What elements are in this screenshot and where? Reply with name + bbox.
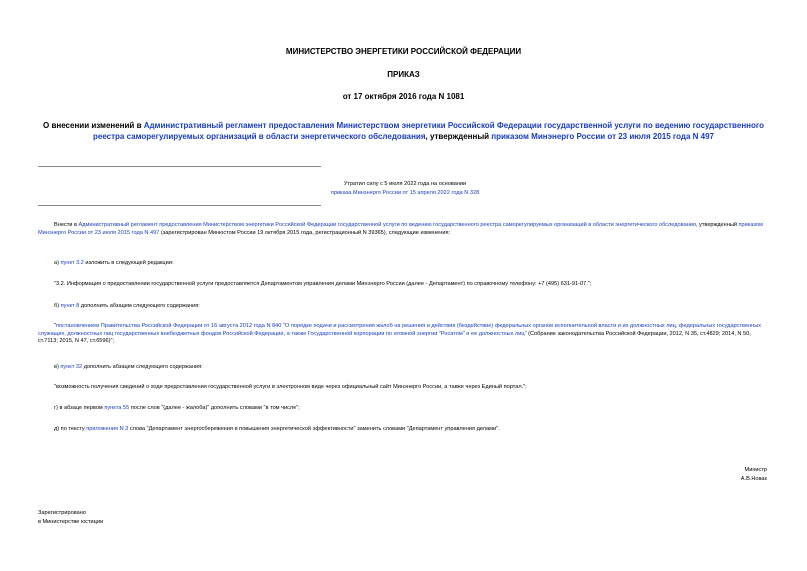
divider-line-2 bbox=[38, 205, 321, 206]
item-a-quote: "3.2. Информация о предоставлении государственной услуги предоставляется Департаментом управления делами Минэнерго России (далее - Департамент) по справочному телефону: +7 (495) 631-91-07."; bbox=[54, 281, 592, 287]
signature-position: Министр bbox=[744, 467, 767, 473]
item-v bbox=[38, 364, 769, 372]
title-order-link[interactable]: приказом Минэнерго России от 23 июля 2015 года N 497 bbox=[491, 131, 714, 141]
divider-line bbox=[38, 166, 321, 167]
item-b-prefix: б) bbox=[54, 303, 61, 309]
item-v-link[interactable]: пункт 32 bbox=[60, 364, 83, 370]
lost-force-text: Утратил силу с 5 июля 2022 года на основании bbox=[343, 181, 467, 187]
item-v-suffix: дополнить абзацем следующего содержания: bbox=[82, 364, 203, 370]
lost-force-note bbox=[230, 180, 580, 197]
item-a-link[interactable]: пункт 3.2 bbox=[60, 260, 84, 266]
item-d-suffix: слова "Департамент энергосбережения и повышения энергетической эффективности" заменить словами "Департамент управления делами". bbox=[128, 426, 500, 432]
item-g-link[interactable]: пункта 55 bbox=[104, 405, 130, 411]
lost-force-order-link[interactable]: приказа Минэнерго России от 15 апреля 2022 года N 328 bbox=[330, 189, 480, 196]
item-d-link[interactable]: приложения N 3 bbox=[86, 426, 129, 432]
intro-regulation-link[interactable]: Административный регламент предоставления Министерством энергетики Российской Федерации государственной услуги по ведению государственного реестра саморегулируемых организаций в области энергетического обследования bbox=[78, 222, 696, 228]
title-regulation-link[interactable]: Административный регламент предоставления Министерством энергетики Российской Федерации государственной услуги по ведению государственного реестра саморегулируемых организаций в области энергетического обследования bbox=[92, 121, 764, 141]
registration-line1: Зарегистрировано bbox=[38, 510, 86, 516]
item-b-quote-suffix: (Собрание законодательства Российской Федерации, 2012, N 35, ст.4829; 2014, N 50, ст.7113; 2015, N 47, ст.6596)"; bbox=[38, 330, 751, 345]
item-b-quote bbox=[38, 323, 769, 346]
item-a bbox=[38, 260, 769, 268]
item-v-prefix: в) bbox=[54, 364, 61, 370]
item-g bbox=[38, 405, 769, 413]
title-middle: , утвержденный bbox=[425, 131, 492, 141]
intro-suffix: (зарегистрирован Минюстом России 19 октября 2015 года, регистрационный N 39365), следующие изменения: bbox=[159, 229, 451, 236]
item-g-prefix: г) в абзаце первом bbox=[54, 405, 105, 411]
registration-line2: в Министерстве юстиции bbox=[38, 518, 104, 525]
item-a-prefix: а) bbox=[54, 260, 61, 266]
intro-order-link[interactable]: приказом Минэнерго России от 23 июля 2015 года N 497 bbox=[38, 222, 763, 236]
item-b-quote-link[interactable]: постановлением Правительства Российской Федерации от 16 августа 2012 года N 840 "О порядке подачи и рассмотрения жалоб на решения и действия (бездействие) федеральных органов исполнительной власти и их должностных лиц, федеральных государственных служащих, должностных лиц государственных внебюджетных фондов Российской Федерации, а также Государственной корпорации по атомной энергии "Росатом" и ее должностных лиц" bbox=[38, 323, 762, 337]
item-b-suffix: дополнить абзацем следующего содержания: bbox=[79, 303, 200, 309]
doc-type-heading: ПРИКАЗ bbox=[387, 70, 420, 79]
item-b-quote-open: " bbox=[54, 323, 56, 329]
item-d bbox=[38, 426, 769, 434]
document-title bbox=[40, 121, 767, 142]
item-b bbox=[38, 303, 769, 311]
item-a-suffix: изложить в следующей редакции: bbox=[83, 260, 174, 266]
intro-mid: , утвержденный bbox=[695, 222, 739, 228]
ministry-heading: МИНИСТЕРСТВО ЭНЕРГЕТИКИ РОССИЙСКОЙ ФЕДЕРАЦИИ bbox=[285, 47, 522, 56]
intro-paragraph bbox=[38, 222, 769, 237]
item-b-link[interactable]: пункт 8 bbox=[60, 303, 80, 309]
signature-name: А.В.Новак bbox=[740, 475, 767, 482]
signature-block bbox=[567, 466, 767, 483]
item-g-suffix: после слов "(далее - жалоба)" дополнить словами "в том числе"; bbox=[129, 405, 300, 411]
item-d-prefix: д) по тексту bbox=[54, 426, 87, 432]
date-number-heading: от 17 октября 2016 года N 1081 bbox=[342, 92, 465, 101]
item-v-quote: "возможность получения сведений о ходе предоставления государственной услуги в электронном виде через официальный сайт Минэнерго России, а также через Единый портал."; bbox=[54, 384, 527, 390]
registration-note bbox=[38, 509, 103, 526]
title-prefix: О внесении изменений в bbox=[43, 121, 144, 130]
intro-prefix: Внести в bbox=[54, 222, 79, 228]
